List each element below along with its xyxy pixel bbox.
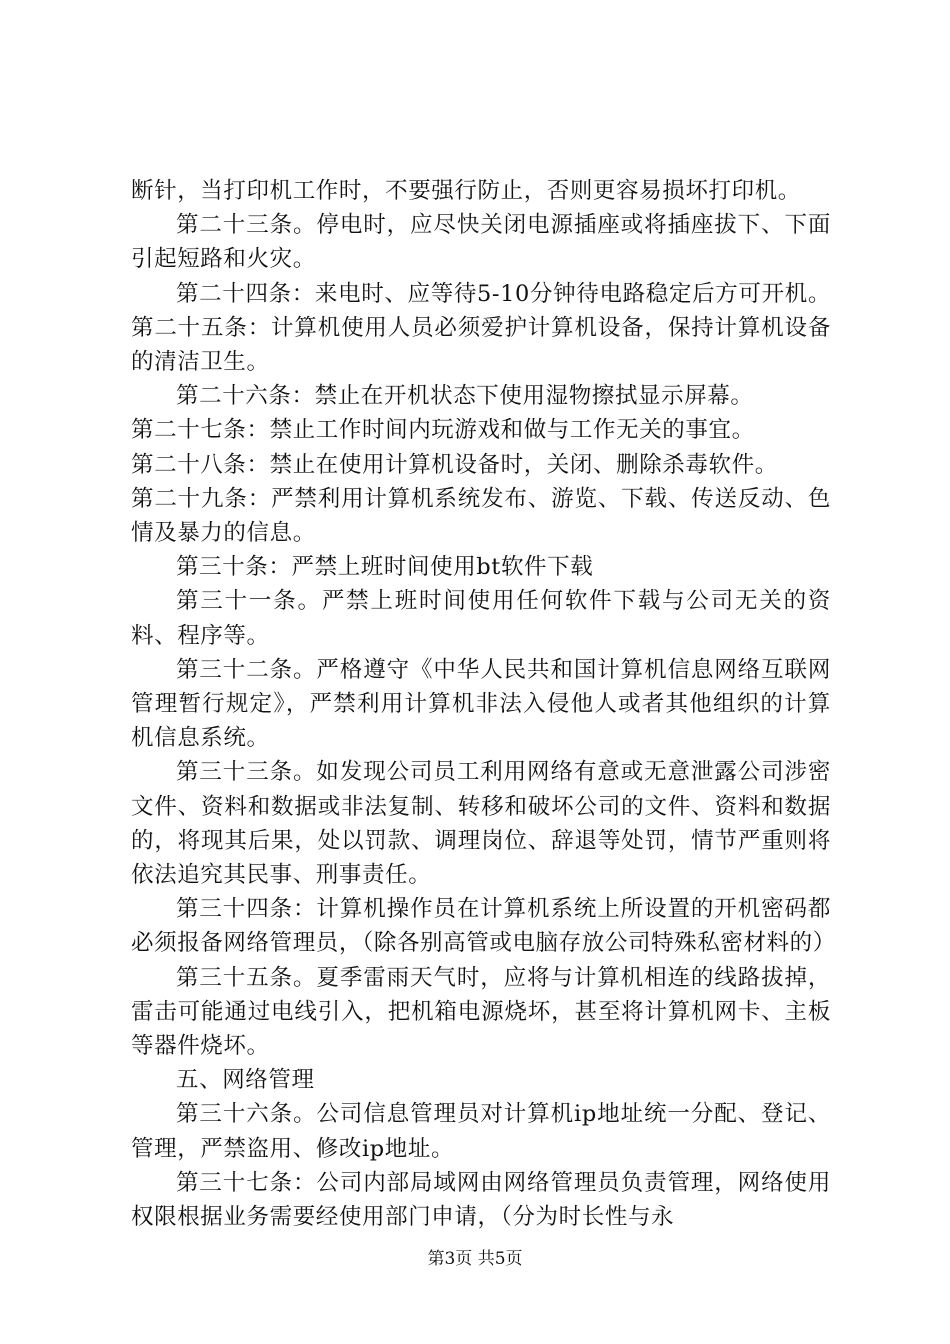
paragraph-11: 第三十三条。如发现公司员工利用网络有意或无意泄露公司涉密文件、资料和数据或非法复制、转移和破坏公司的文件、资料和数据的，将现其后果，处以罚款、调理岗位、辞退等处罚，情节严重则将依法追究其民事、刑事责任。 xyxy=(131,759,831,889)
paragraph-6: 第二十八条：禁止在使用计算机设备时，关闭、删除杀毒软件。 xyxy=(131,451,778,478)
paragraph-2: 第二十三条。停电时，应尽快关闭电源插座或将插座拔下、下面引起短路和火灾。 xyxy=(131,212,831,273)
paragraph-1: 断针，当打印机工作时，不要强行防止，否则更容易损坏打印机。 xyxy=(131,178,801,204)
paragraph-3: 第二十四条：来电时、应等待5-10分钟待电路稳定后方可开机。第二十五条：计算机使用人员必须爱护计算机设备，保持计算机设备的清洁卫生。 xyxy=(131,280,831,376)
paragraph-12: 第三十四条：计算机操作员在计算机系统上所设置的开机密码都必须报备网络管理员，（除各别高管或电脑存放公司特殊私密材料的） xyxy=(131,896,836,957)
document-body xyxy=(131,174,836,1234)
paragraph-15: 第三十六条。公司信息管理员对计算机ip地址统一分配、登记、管理，严禁盗用、修改ip地址。 xyxy=(131,1101,831,1162)
paragraph-5: 第二十七条：禁止工作时间内玩游戏和做与工作无关的事宜。 xyxy=(131,417,755,444)
section-heading-network: 五、网络管理 xyxy=(176,1067,315,1094)
paragraph-10: 第三十二条。严格遵守《中华人民共和国计算机信息网络互联网管理暂行规定》，严禁利用计算机非法入侵他人或者其他组织的计算机信息系统。 xyxy=(131,656,831,752)
page-number-footer: 第3页 共5页 xyxy=(427,1249,523,1269)
paragraph-16: 第三十七条：公司内部局域网由网络管理员负责管理，网络使用权限根据业务需要经使用部门申请，（分为时长性与永 xyxy=(131,1169,831,1231)
paragraph-7: 第二十九条：严禁利用计算机系统发布、游览、下载、传送反动、色情及暴力的信息。 xyxy=(131,485,831,547)
paragraph-4: 第二十六条：禁止在开机状态下使用湿物擦拭显示屏幕。 xyxy=(176,383,754,410)
paragraph-9: 第三十一条。严禁上班时间使用任何软件下载与公司无关的资料、程序等。 xyxy=(131,588,831,649)
paragraph-13: 第三十五条。夏季雷雨天气时，应将与计算机相连的线路拔掉，雷击可能通过电线引入，把机箱电源烧坏，甚至将计算机网卡、主板等器件烧坏。 xyxy=(131,964,831,1060)
paragraph-8: 第三十条：严禁上班时间使用bt软件下载 xyxy=(176,554,594,581)
